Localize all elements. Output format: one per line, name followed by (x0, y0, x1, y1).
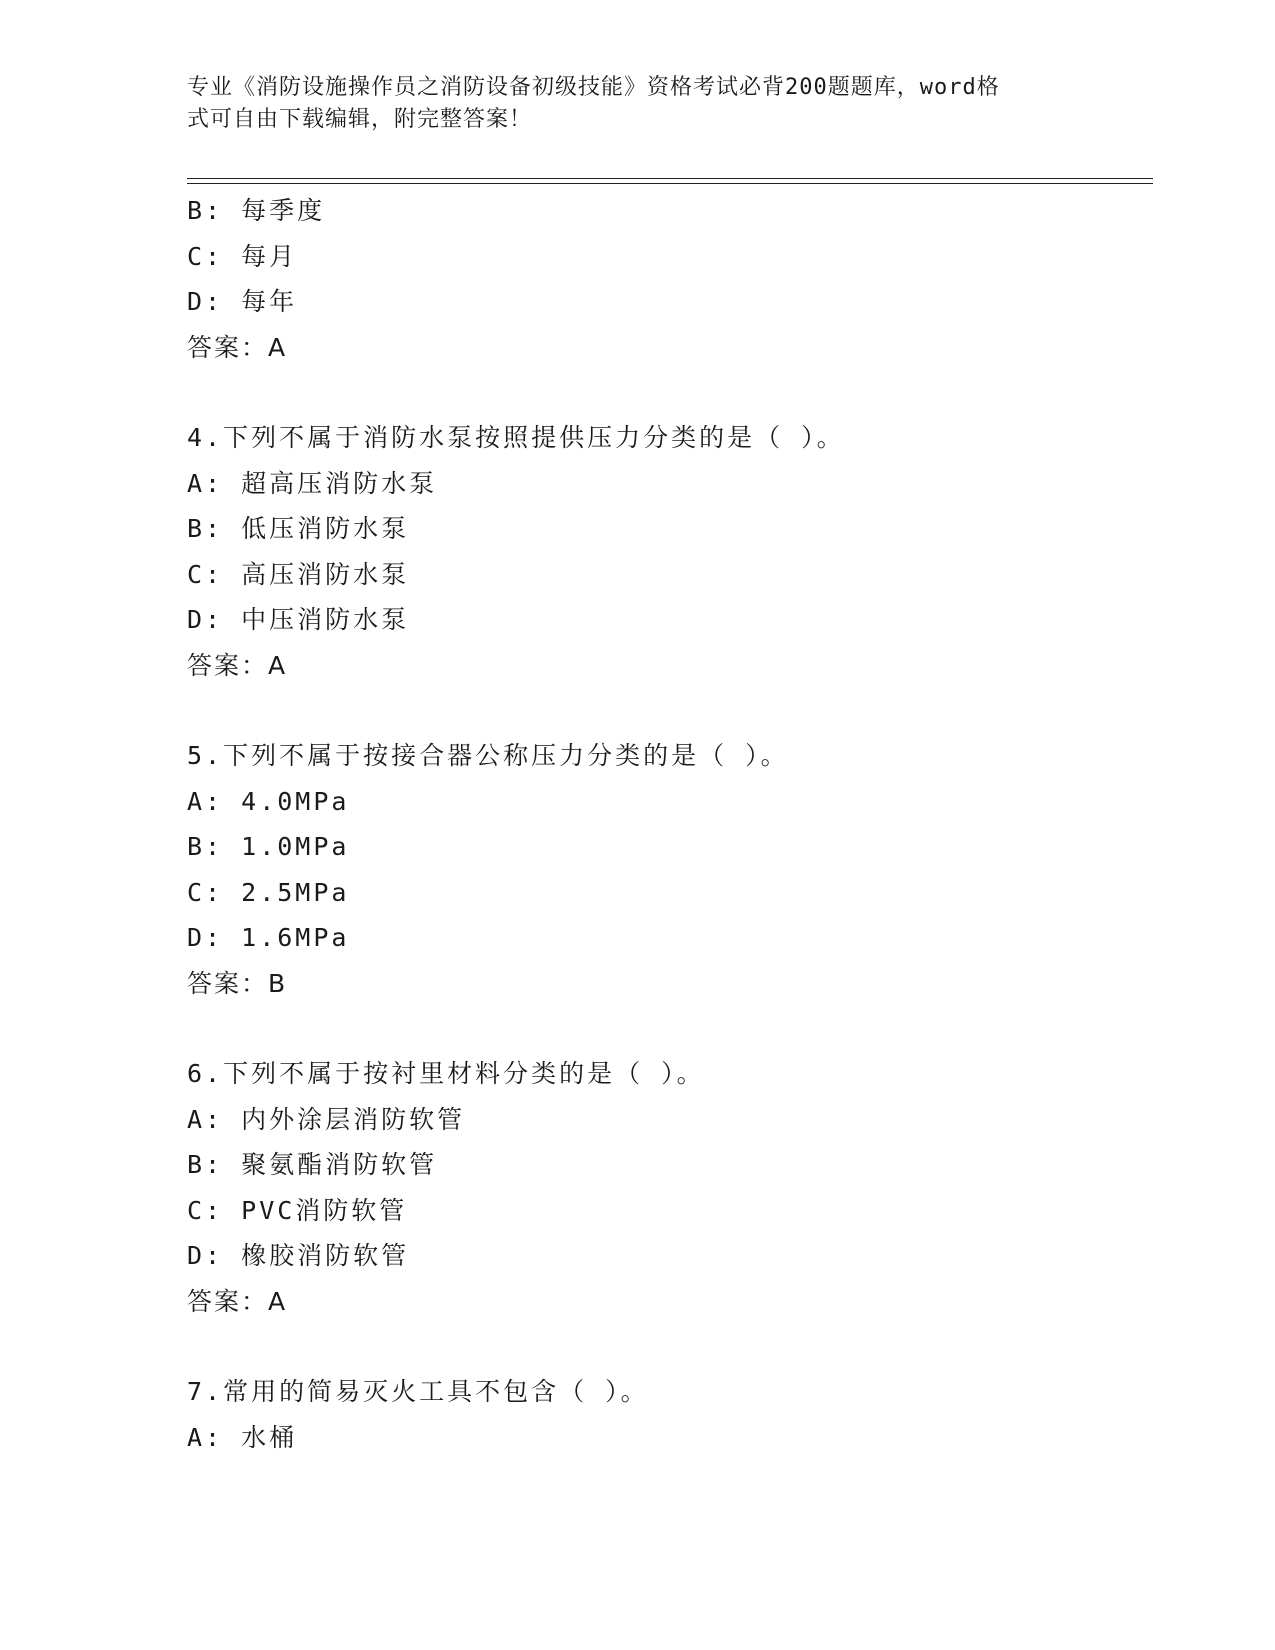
option-b: B: 每季度 (187, 196, 326, 225)
option-b: B: 低压消防水泵 (187, 514, 410, 543)
answer-line: 答案：A (187, 332, 288, 362)
header-line-2: 式可自由下载编辑，附完整答案！ (187, 107, 533, 132)
answer-line: 答案：A (187, 650, 288, 680)
option-c: C: 每月 (187, 241, 298, 271)
document-header (187, 72, 1067, 136)
header-divider-bottom (187, 183, 1153, 184)
question-stem: 5.下列不属于按接合器公称压力分类的是（ ）。 (187, 741, 789, 770)
header-line-1: 专业《消防设施操作员之消防设备初级技能》资格考试必背200题题库，word格 (187, 75, 1000, 100)
question-stem: 4.下列不属于消防水泵按照提供压力分类的是（ ）。 (187, 423, 845, 452)
spacer (187, 370, 1147, 415)
spacer (187, 1006, 1147, 1051)
option-a: A: 水桶 (187, 1422, 298, 1452)
option-d: D: 橡胶消防软管 (187, 1241, 410, 1270)
option-a: A: 4.0MPa (187, 786, 350, 816)
question-block-5 (187, 733, 1147, 1006)
question-stem: 6.下列不属于按衬里材料分类的是（ ）。 (187, 1059, 705, 1088)
question-list (187, 188, 1147, 1460)
option-c: C: 高压消防水泵 (187, 559, 410, 589)
answer-line: 答案：A (187, 1286, 288, 1316)
option-b: B: 1.0MPa (187, 832, 350, 861)
question-block-4 (187, 415, 1147, 688)
question-block-partial (187, 188, 1147, 370)
option-a: A: 内外涂层消防软管 (187, 1104, 466, 1134)
answer-line: 答案：B (187, 968, 288, 998)
question-block-6 (187, 1051, 1147, 1324)
spacer (187, 688, 1147, 733)
option-a: A: 超高压消防水泵 (187, 468, 438, 498)
question-stem: 7.常用的简易灭火工具不包含（ ）。 (187, 1377, 649, 1406)
option-b: B: 聚氨酯消防软管 (187, 1150, 438, 1179)
option-d: D: 中压消防水泵 (187, 605, 410, 634)
header-divider-top (187, 178, 1153, 179)
spacer (187, 1324, 1147, 1369)
option-c: C: PVC消防软管 (187, 1195, 408, 1225)
option-d: D: 每年 (187, 287, 298, 316)
option-c: C: 2.5MPa (187, 877, 350, 907)
question-block-7 (187, 1369, 1147, 1460)
option-d: D: 1.6MPa (187, 923, 350, 952)
